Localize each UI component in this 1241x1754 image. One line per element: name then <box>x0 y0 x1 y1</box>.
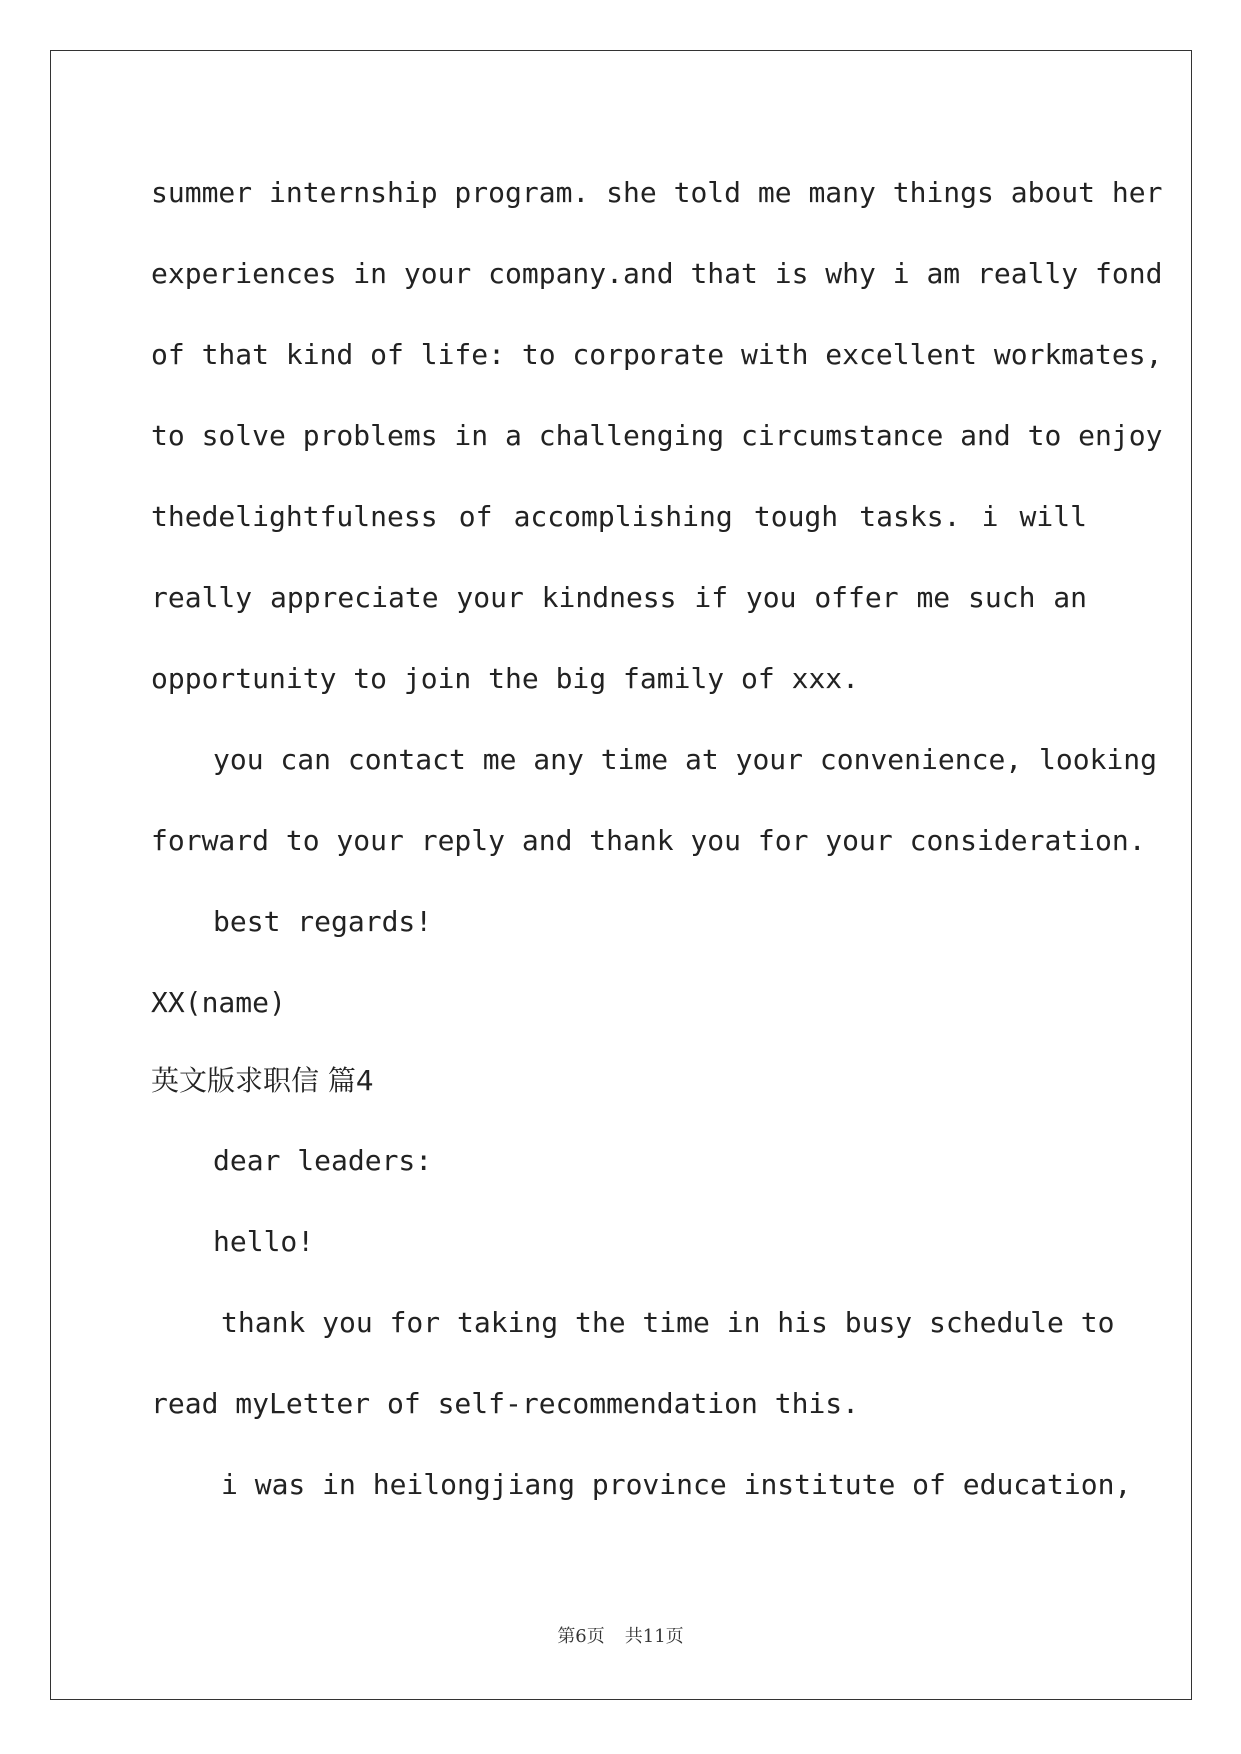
paragraph-start-line: thank you for taking the time in his busy schedule to <box>221 1306 1115 1339</box>
page-border <box>50 50 1192 1700</box>
text-line: opportunity to join the big family of xxx. <box>151 662 860 695</box>
page-footer <box>0 1622 1241 1648</box>
text-line: experiences in your company.and that is why i am really fond <box>151 257 1163 290</box>
text-line: forward to your reply and thank you for your consideration. <box>151 824 1146 857</box>
closing-line: best regards! <box>213 905 433 938</box>
paragraph-start-line: you can contact me any time at your convenience, looking <box>213 743 1158 776</box>
page-number: 第6页 <box>557 1626 605 1647</box>
signature-line: XX(name) <box>151 986 286 1019</box>
section-heading: 英文版求职信 篇4 <box>151 1064 374 1097</box>
text-line: summer internship program. she told me many things about her <box>151 176 1163 209</box>
text-line: thedelightfulness of accomplishing tough tasks. i will <box>151 500 1087 533</box>
text-line: read myLetter of self-recommendation this. <box>151 1387 860 1420</box>
text-line: to solve problems in a challenging circumstance and to enjoy <box>151 419 1163 452</box>
text-line: really appreciate your kindness if you offer me such an <box>151 581 1087 614</box>
salutation-line: dear leaders: <box>213 1144 433 1177</box>
page-total: 共11页 <box>624 1626 684 1647</box>
greeting-line: hello! <box>213 1225 315 1258</box>
paragraph-start-line: i was in heilongjiang province institute of education, <box>221 1468 1132 1501</box>
text-line: of that kind of life: to corporate with excellent workmates, <box>151 338 1163 371</box>
